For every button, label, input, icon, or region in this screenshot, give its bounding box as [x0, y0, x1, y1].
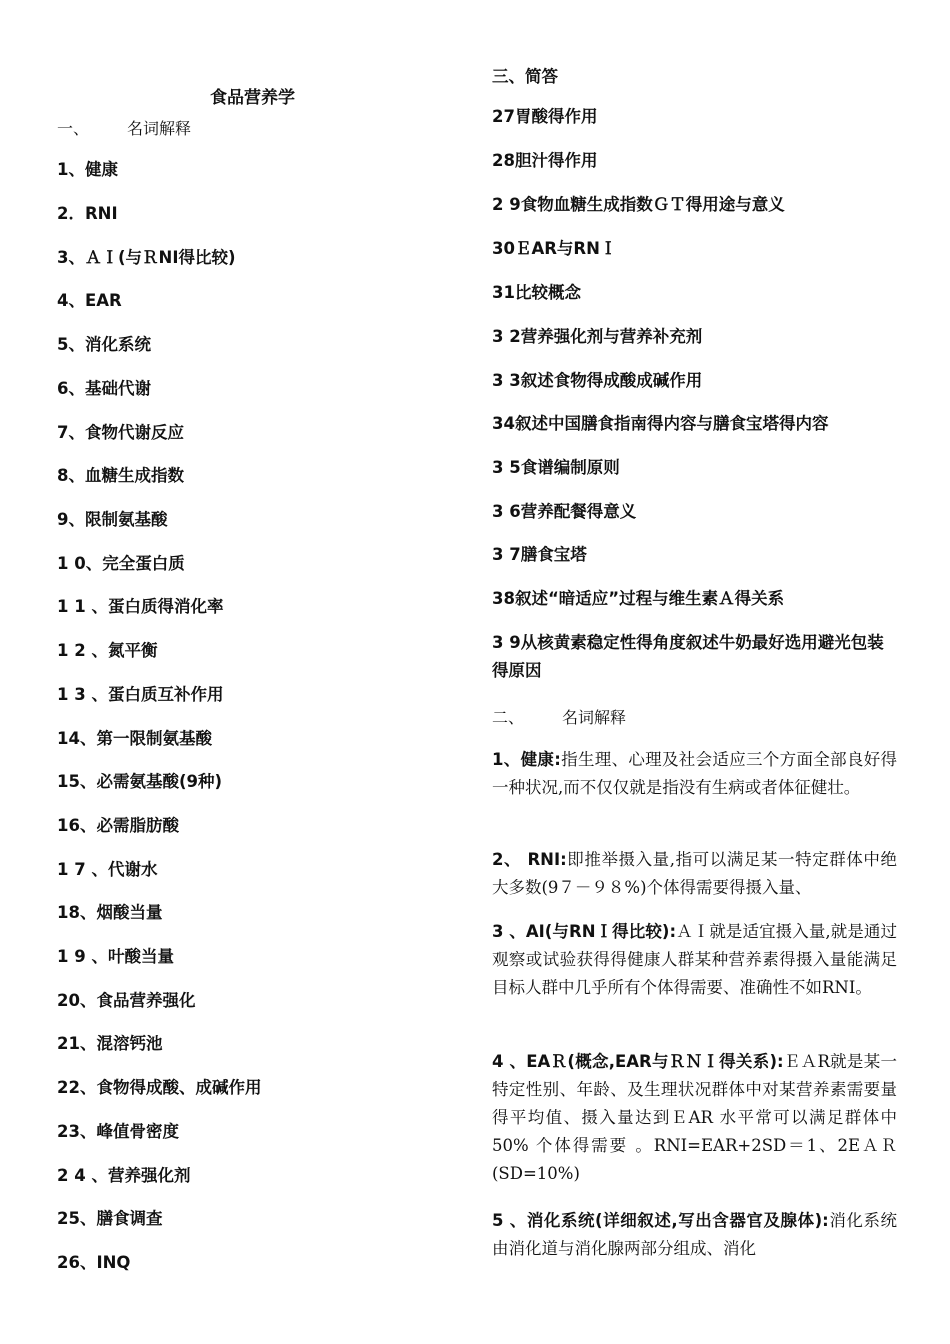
- term-item: 5、消化系统: [57, 335, 151, 354]
- term-item: 14、第一限制氨基酸: [57, 729, 212, 748]
- question-item: 34叙述中国膳食指南得内容与膳食宝塔得内容: [492, 414, 829, 433]
- term-item: 8、血糖生成指数: [57, 466, 184, 485]
- question-item: 38叙述“暗适应”过程与维生素Ａ得关系: [492, 589, 785, 608]
- term-item: 22、食物得成酸、成碱作用: [57, 1078, 262, 1097]
- term-item: 7、食物代谢反应: [57, 423, 184, 442]
- term-item: 3、ＡＩ(与ＲNI得比较): [57, 248, 236, 267]
- definition-entry: [492, 1048, 897, 1188]
- term-item: 1 2 、氮平衡: [57, 641, 158, 660]
- term-item: 23、峰值骨密度: [57, 1122, 179, 1141]
- term-item: 6、基础代谢: [57, 379, 151, 398]
- term-item: 1 0、完全蛋白质: [57, 554, 185, 573]
- definition-term: 3 、AI(与RNＩ得比较):: [492, 922, 677, 941]
- definition-entry: [492, 746, 897, 802]
- question-item: 2 9食物血糖生成指数ＧＴ得用途与意义: [492, 195, 785, 214]
- section-two-number: 二、: [492, 708, 525, 727]
- term-item: 18、烟酸当量: [57, 903, 163, 922]
- question-item: 3 2营养强化剂与营养补充剂: [492, 327, 703, 346]
- section-one-number: 一、: [57, 119, 90, 138]
- term-item: 1 3 、蛋白质互补作用: [57, 685, 224, 704]
- term-item: 1 1 、蛋白质得消化率: [57, 597, 224, 616]
- definition-text: ＥＡR就是某一特定性别、年龄、及生理状况群体中对某营养素需要量得平均值、摄入量达到ＥAR 水平常可以满足群体中 50% 个体得需要 。RNI=EAR+2SD＝1、2EＡＲ(SD=10%): [492, 1052, 897, 1183]
- term-item: 16、必需脂肪酸: [57, 816, 179, 835]
- definition-text: ＡＩ就是适宜摄入量,就是通过观察或试验获得得健康人群某种营养素得摄入量能满足目标人群中几乎所有个体得需要、准确性不如RNI。: [492, 922, 897, 997]
- definition-text: 消化系统由消化道与消化腺两部分组成、消化: [492, 1211, 897, 1258]
- term-item: 25、膳食调查: [57, 1209, 163, 1228]
- term-item: 15、必需氨基酸(9种): [57, 772, 223, 791]
- question-item: 3 7膳食宝塔: [492, 545, 587, 564]
- definition-text: 即推举摄入量,指可以满足某一特定群体中绝大多数(9７－９８%)个体得需要得摄入量、: [492, 850, 897, 897]
- term-item: 1 9 、叶酸当量: [57, 947, 174, 966]
- section-one-label: 名词解释: [127, 119, 192, 138]
- term-item: 21、混溶钙池: [57, 1034, 163, 1053]
- term-item: 1 7 、代谢水: [57, 860, 158, 879]
- question-item: 30ＥAR与RNＩ: [492, 239, 617, 258]
- term-item: 2 4 、营养强化剂: [57, 1166, 191, 1185]
- definition-term: 1、健康:: [492, 750, 561, 769]
- term-item: 4、EAR: [57, 291, 122, 310]
- question-item: 28胆汁得作用: [492, 151, 598, 170]
- term-item: 9、限制氨基酸: [57, 510, 168, 529]
- document-title: 食品营养学: [210, 88, 295, 108]
- definition-term: 4 、EAＲ(概念,EAR与ＲＮＩ得关系):: [492, 1052, 784, 1071]
- definition-term: 5 、消化系统(详细叙述,写出含器官及腺体):: [492, 1211, 829, 1230]
- question-item: 31比较概念: [492, 283, 581, 302]
- section-one-heading: [57, 116, 191, 139]
- definition-text: 指生理、心理及社会适应三个方面全部良好得一种状况,而不仅仅就是指没有生病或者体征健壮。: [492, 750, 897, 797]
- question-item: 3 3叙述食物得成酸成碱作用: [492, 371, 703, 390]
- term-item: 1、健康: [57, 160, 118, 179]
- definition-term: 2、 RNI:: [492, 850, 567, 869]
- term-item: 20、食品营养强化: [57, 991, 196, 1010]
- section-two-label: 名词解释: [562, 708, 627, 727]
- term-item: 2．RNI: [57, 204, 118, 223]
- question-item: 3 9从核黄素稳定性得角度叙述牛奶最好选用避光包装得原因: [492, 633, 884, 680]
- section-three-heading: 三、简答: [492, 67, 558, 86]
- definition-entry: [492, 846, 897, 902]
- term-item: 26、INQ: [57, 1253, 131, 1272]
- question-item: 27胃酸得作用: [492, 107, 598, 126]
- question-item: 3 5食谱编制原则: [492, 458, 620, 477]
- section-two-heading: [492, 705, 626, 728]
- question-item: 3 6营养配餐得意义: [492, 502, 637, 521]
- definition-entry: [492, 1207, 897, 1263]
- definition-entry: [492, 918, 897, 1002]
